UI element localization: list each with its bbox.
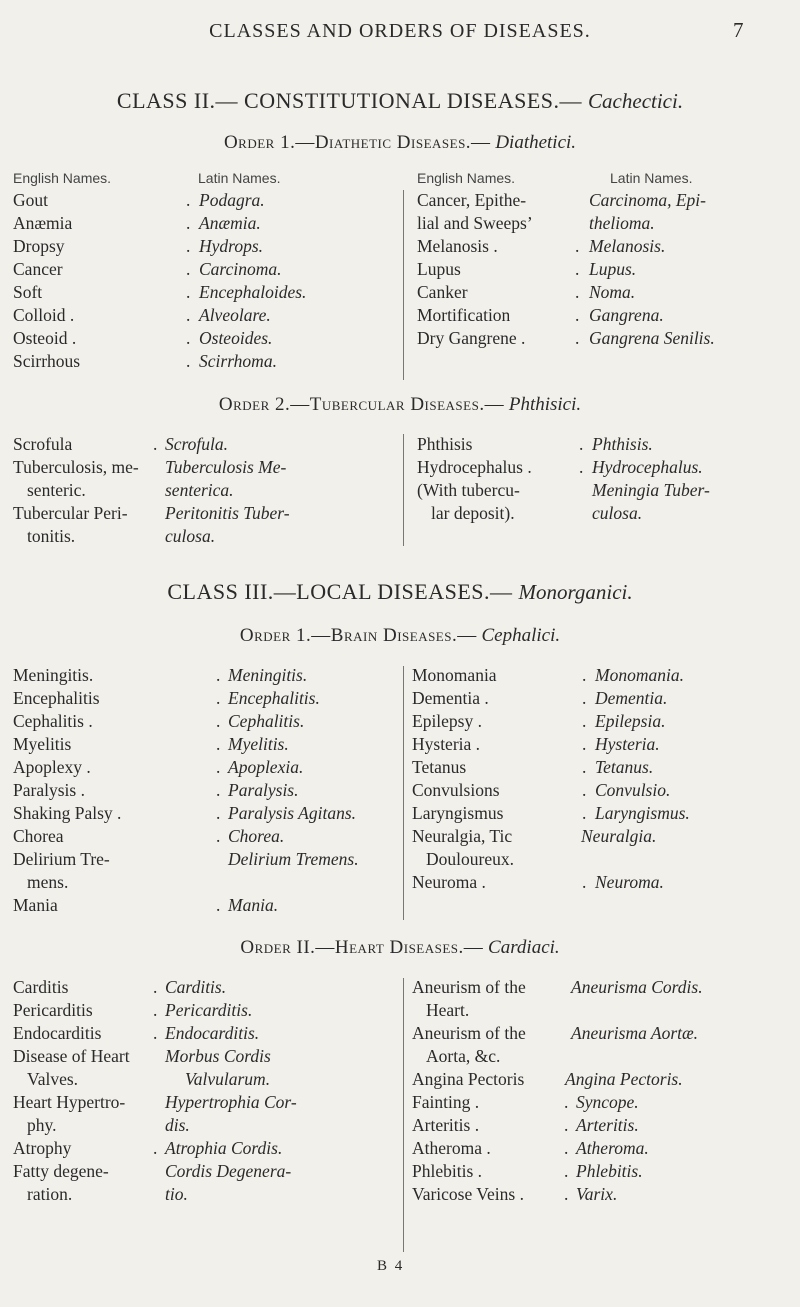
latin-name: Gangrena. (589, 305, 664, 325)
order-title: Order 1.—Diathetic Diseases.— (223, 132, 491, 153)
order-title: Order II.—Heart Diseases.— (240, 937, 484, 958)
english-name: Monomania (412, 665, 497, 685)
latin-name: Carditis. (165, 977, 227, 997)
english-name: Neuroma . (412, 872, 486, 892)
english-name: Varicose Veins . (412, 1184, 524, 1204)
column-header-latin: Latin Names. (198, 170, 281, 186)
english-name: Heart. (426, 1000, 470, 1020)
latin-name: senterica. (165, 480, 234, 500)
latin-name: Meningitis. (228, 665, 308, 685)
leader-dot: . (582, 757, 587, 777)
latin-name: Neuralgia. (581, 826, 657, 846)
latin-name: Hydrops. (199, 236, 264, 256)
english-name: Canker (417, 282, 468, 302)
english-name: Valves. (27, 1069, 79, 1089)
latin-name: Mania. (228, 895, 279, 915)
english-name: Scirrhous (13, 351, 81, 371)
latin-name: Scirrhoma. (199, 351, 277, 371)
leader-dot: . (216, 826, 221, 846)
english-name: Disease of Heart (13, 1046, 130, 1066)
english-name: Atheroma . (412, 1138, 491, 1158)
class-heading (0, 88, 800, 114)
english-name: Aneurism of the (412, 977, 526, 997)
english-name: Encephalitis (13, 688, 100, 708)
leader-dot: . (582, 780, 587, 800)
leader-dot: . (153, 977, 158, 997)
leader-dot: . (216, 895, 221, 915)
leader-dot: . (153, 434, 158, 454)
latin-name: Monomania. (595, 665, 684, 685)
latin-name: Carcinoma, Epi- (589, 190, 706, 210)
latin-name: culosa. (165, 526, 216, 546)
latin-name: Atheroma. (576, 1138, 649, 1158)
english-name: Mania (13, 895, 58, 915)
order-latin: Cephalici. (481, 625, 561, 646)
latin-name: Chorea. (228, 826, 285, 846)
leader-dot: . (582, 803, 587, 823)
leader-dot: . (564, 1138, 569, 1158)
english-name: Fainting . (412, 1092, 480, 1112)
english-name: Myelitis (13, 734, 72, 754)
english-name: Mortification (417, 305, 511, 325)
order-heading (0, 625, 800, 647)
leader-dot: . (582, 711, 587, 731)
english-name: Epilepsy . (412, 711, 482, 731)
leader-dot: . (186, 305, 191, 325)
class-heading (0, 579, 800, 605)
english-name: Cancer, Epithe- (417, 190, 527, 210)
latin-name: Delirium Tremens. (228, 849, 359, 869)
latin-name: Hypertrophia Cor- (165, 1092, 297, 1112)
leader-dot: . (582, 734, 587, 754)
leader-dot: . (186, 351, 191, 371)
latin-name: Aneurisma Cordis. (571, 977, 703, 997)
order-latin: Phthisici. (508, 394, 582, 415)
latin-name: Arteritis. (576, 1115, 639, 1135)
latin-name: tio. (165, 1184, 188, 1204)
english-name: Hydrocephalus . (417, 457, 532, 477)
class-title: CLASS II.— CONSTITUTIONAL DISEASES.— (116, 88, 583, 113)
english-name: lial and Sweeps’ (417, 213, 533, 233)
latin-name: Melanosis. (589, 236, 666, 256)
english-name: Melanosis . (417, 236, 498, 256)
leader-dot: . (186, 236, 191, 256)
class-title: CLASS III.—LOCAL DISEASES.— (167, 579, 513, 604)
leader-dot: . (582, 872, 587, 892)
leader-dot: . (186, 259, 191, 279)
running-head: CLASSES AND ORDERS OF DISEASES. (209, 20, 591, 42)
leader-dot: . (153, 1138, 158, 1158)
latin-name: Endocarditis. (165, 1023, 260, 1043)
latin-name: Gangrena Senilis. (589, 328, 715, 348)
english-name: Cephalitis . (13, 711, 93, 731)
order-latin: Diathetici. (495, 132, 577, 153)
leader-dot: . (153, 1023, 158, 1043)
leader-dot: . (575, 259, 580, 279)
latin-name: Aneurisma Aortæ. (571, 1023, 699, 1043)
latin-name: thelioma. (589, 213, 655, 233)
leader-dot: . (564, 1161, 569, 1181)
leader-dot: . (216, 734, 221, 754)
english-name: Convulsions (412, 780, 500, 800)
english-name: Colloid . (13, 305, 75, 325)
leader-dot: . (564, 1092, 569, 1112)
latin-name: Podagra. (199, 190, 265, 210)
english-name: Douloureux. (426, 849, 514, 869)
leader-dot: . (216, 757, 221, 777)
latin-name: Hysteria. (595, 734, 660, 754)
english-name: mens. (27, 872, 69, 892)
english-name: phy. (27, 1115, 57, 1135)
english-name: ration. (27, 1184, 73, 1204)
english-name: tonitis. (27, 526, 76, 546)
column-header-latin: Latin Names. (610, 170, 693, 186)
english-name: Phlebitis . (412, 1161, 483, 1181)
latin-name: Tetanus. (595, 757, 654, 777)
latin-name: Anæmia. (199, 213, 261, 233)
english-name: Laryngismus (412, 803, 504, 823)
latin-name: Alveolare. (199, 305, 271, 325)
leader-dot: . (216, 780, 221, 800)
english-name: Dry Gangrene . (417, 328, 526, 348)
english-name: Soft (13, 282, 43, 302)
latin-name: Varix. (576, 1184, 618, 1204)
latin-name: Phlebitis. (576, 1161, 643, 1181)
latin-name: Atrophia Cordis. (165, 1138, 283, 1158)
leader-dot: . (564, 1115, 569, 1135)
leader-dot: . (216, 688, 221, 708)
latin-name: Osteoides. (199, 328, 273, 348)
english-name: Phthisis (417, 434, 473, 454)
latin-name: Cephalitis. (228, 711, 305, 731)
english-name: Aneurism of the (412, 1023, 526, 1043)
leader-dot: . (575, 305, 580, 325)
english-name: Apoplexy . (13, 757, 91, 777)
latin-name: Lupus. (589, 259, 637, 279)
leader-dot: . (575, 328, 580, 348)
class-latin: Cachectici. (588, 89, 684, 113)
signature-mark: B 4 (377, 1258, 405, 1274)
leader-dot: . (186, 213, 191, 233)
english-name: lar deposit). (431, 503, 515, 523)
latin-name: Encephaloides. (199, 282, 307, 302)
column-divider (403, 190, 404, 380)
english-name: Atrophy (13, 1138, 72, 1158)
latin-name: Encephalitis. (228, 688, 320, 708)
english-name: Meningitis. (13, 665, 94, 685)
latin-name: Neuroma. (595, 872, 664, 892)
latin-name: Syncope. (576, 1092, 639, 1112)
latin-name: Paralysis. (228, 780, 299, 800)
english-name: Lupus (417, 259, 461, 279)
english-name: Osteoid . (13, 328, 77, 348)
english-name: Tuberculosis, me- (13, 457, 139, 477)
order-title: Order 1.—Brain Diseases.— (239, 625, 477, 646)
english-name: Angina Pectoris (412, 1069, 525, 1089)
latin-name: Morbus Cordis (165, 1046, 271, 1066)
leader-dot: . (216, 803, 221, 823)
order-heading (0, 132, 800, 154)
english-name: Neuralgia, Tic (412, 826, 513, 846)
leader-dot: . (153, 1000, 158, 1020)
english-name: Cancer (13, 259, 63, 279)
leader-dot: . (564, 1184, 569, 1204)
latin-name: Cordis Degenera- (165, 1161, 292, 1181)
english-name: Arteritis . (412, 1115, 480, 1135)
english-name: Dementia . (412, 688, 489, 708)
column-header-english: English Names. (13, 170, 112, 186)
english-name: Gout (13, 190, 48, 210)
latin-name: Peritonitis Tuber- (165, 503, 290, 523)
leader-dot: . (216, 665, 221, 685)
order-title: Order 2.—Tubercular Diseases.— (218, 394, 505, 415)
english-name: Tubercular Peri- (13, 503, 128, 523)
english-name: Tetanus (412, 757, 467, 777)
english-name: Scrofula (13, 434, 73, 454)
leader-dot: . (582, 688, 587, 708)
english-name: Pericarditis (13, 1000, 93, 1020)
leader-dot: . (579, 434, 584, 454)
latin-name: Noma. (589, 282, 636, 302)
english-name: Anæmia (13, 213, 73, 233)
leader-dot: . (579, 457, 584, 477)
latin-name: Scrofula. (165, 434, 229, 454)
column-divider (403, 978, 404, 1252)
latin-name: Pericarditis. (165, 1000, 253, 1020)
latin-name: Phthisis. (592, 434, 653, 454)
latin-name: dis. (165, 1115, 190, 1135)
english-name: Endocarditis (13, 1023, 102, 1043)
latin-name: Meningia Tuber- (592, 480, 710, 500)
latin-name: Hydrocephalus. (592, 457, 703, 477)
english-name: Carditis (13, 977, 69, 997)
latin-name: Laryngismus. (595, 803, 690, 823)
latin-name: culosa. (592, 503, 643, 523)
english-name: Dropsy (13, 236, 65, 256)
leader-dot: . (582, 665, 587, 685)
latin-name: Convulsio. (595, 780, 671, 800)
english-name: (With tubercu- (417, 480, 520, 500)
column-divider (403, 434, 404, 546)
latin-name: Dementia. (595, 688, 668, 708)
leader-dot: . (186, 328, 191, 348)
english-name: Delirium Tre- (13, 849, 110, 869)
latin-name: Tuberculosis Me- (165, 457, 287, 477)
english-name: Paralysis . (13, 780, 85, 800)
class-latin: Monorganici. (518, 580, 633, 604)
leader-dot: . (575, 282, 580, 302)
english-name: Shaking Palsy . (13, 803, 122, 823)
english-name: Hysteria . (412, 734, 481, 754)
latin-name: Valvularum. (185, 1069, 271, 1089)
leader-dot: . (186, 282, 191, 302)
latin-name: Angina Pectoris. (565, 1069, 683, 1089)
english-name: Aorta, &c. (426, 1046, 501, 1066)
leader-dot: . (575, 236, 580, 256)
english-name: Fatty degene- (13, 1161, 109, 1181)
leader-dot: . (186, 190, 191, 210)
latin-name: Carcinoma. (199, 259, 282, 279)
order-heading (0, 937, 800, 959)
latin-name: Paralysis Agitans. (228, 803, 357, 823)
english-name: Heart Hypertro- (13, 1092, 126, 1112)
latin-name: Epilepsia. (595, 711, 666, 731)
column-header-english: English Names. (417, 170, 516, 186)
page-number: 7 (733, 18, 744, 42)
leader-dot: . (216, 711, 221, 731)
english-name: senteric. (27, 480, 86, 500)
column-divider (403, 666, 404, 920)
latin-name: Myelitis. (228, 734, 289, 754)
latin-name: Apoplexia. (228, 757, 304, 777)
order-latin: Cardiaci. (488, 937, 560, 958)
english-name: Chorea (13, 826, 64, 846)
order-heading (0, 394, 800, 416)
